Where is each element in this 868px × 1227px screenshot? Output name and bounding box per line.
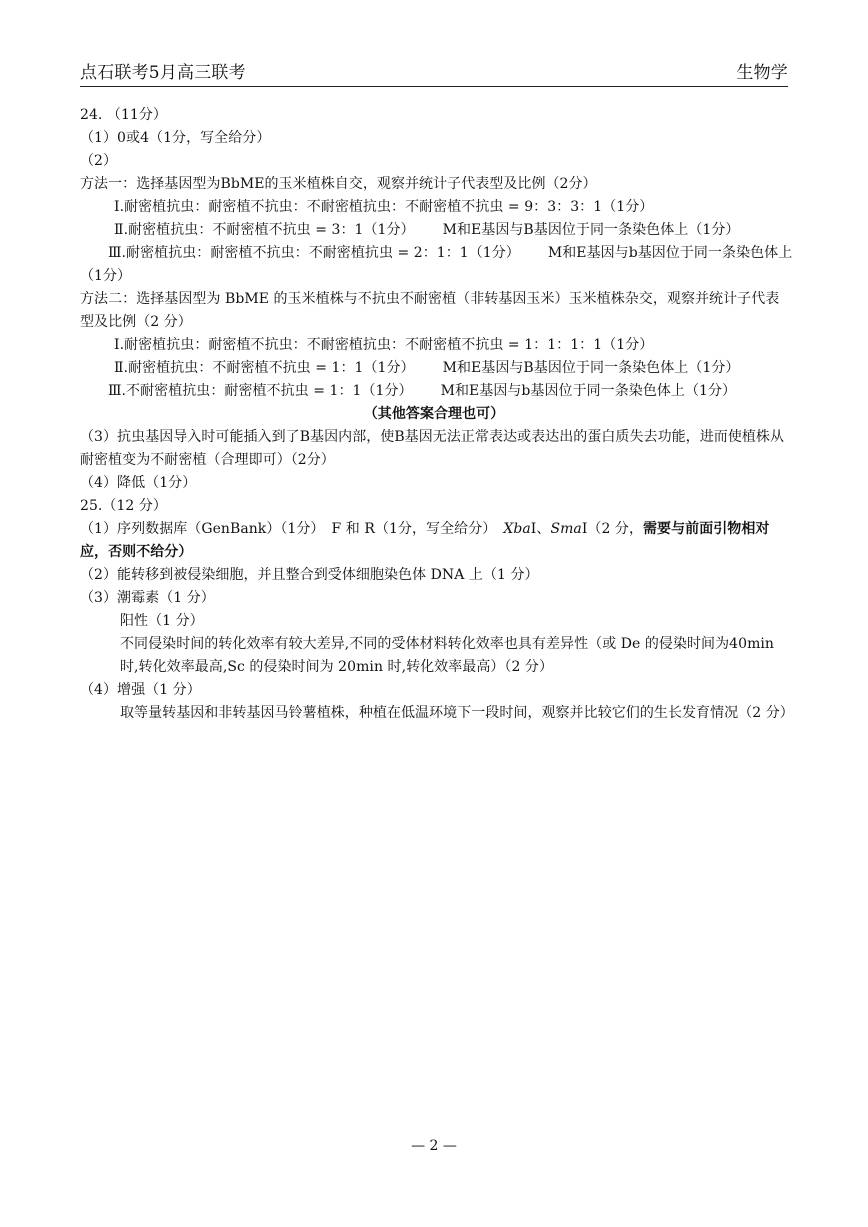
method-two-case-1: Ⅰ.耐密植抗虫：耐密植不抗虫：不耐密植抗虫：不耐密植不抗虫 = 1：1：1：1（1分） [114, 337, 654, 353]
page-number: — 2 — [411, 1138, 457, 1154]
method-two-case-3-conclusion: M和E基因与b基因位于同一条染色体上（1分） [440, 383, 737, 399]
positive-answer: 阳性（1 分） [120, 613, 204, 629]
q25-part1-answer [80, 518, 788, 564]
question-25-heading: 25.（12 分） [80, 498, 167, 514]
sma-roman: Ⅰ（2 分， [581, 521, 643, 537]
method-two: 方法二：选择基因型为 BbME 的玉米植株与不抗虫不耐密植（非转基因玉米）玉米植株杂交，观察并统计子代表型及比例（2 分） [80, 291, 780, 330]
other-answers-note: （其他答案合理也可） [363, 406, 505, 422]
sma-enzyme: Sma [550, 521, 582, 537]
q24-part4-answer: （4）降低（1分） [80, 475, 197, 491]
case-3-conclusion: M和E基因与b基因位于同一条染色体上 [547, 245, 793, 261]
bold-scoring-note: 需要与前面引物相对应，否则不给分） [80, 521, 770, 560]
method-two-case-2 [80, 357, 788, 380]
case-2-conclusion: M和E基因与B基因位于同一条染色体上（1分） [442, 222, 740, 238]
method-two-case-3-ratio: Ⅲ.不耐密植抗虫：耐密植不抗虫 = 1：1（1分） [108, 383, 413, 399]
case-2-ratio: Ⅱ.耐密植抗虫：不耐密植不抗虫 = 3：1（1分） [114, 222, 415, 238]
q25-part3-answer: （3）潮霉素（1 分） [80, 590, 215, 606]
method-one-case-2 [80, 219, 788, 242]
exam-title: 点石联考5月高三联考 [80, 63, 246, 83]
q24-part3-answer: （3）抗虫基因导入时可能插入到了B基因内部，使B基因无法正常表达或表达出的蛋白质失去功能，进而使植株从耐密植变为不耐密植（合理即可）（2分） [80, 429, 785, 468]
q24-part2-label: （2） [80, 153, 118, 169]
q25-part1-main: （1）序列数据库（GenBank）（1分） F 和 R（1分，写全给分） [80, 521, 504, 537]
transformation-explanation: 不同侵染时间的转化效率有较大差异,不同的受体材料转化效率也具有差异性（或 De 的侵染时间为40min 时,转化效率最高,Sc 的侵染时间为 20min 时,转化效率最高）（2 分） [120, 636, 774, 675]
method-one-case-3 [80, 242, 793, 265]
method-one: 方法一：选择基因型为BbME的玉米植株自交，观察并统计子代表型及比例（2分） [80, 176, 597, 192]
experiment-design: 取等量转基因和非转基因马铃薯植株，种植在低温环境下一段时间，观察并比较它们的生长发育情况（2 分） [120, 705, 794, 721]
q24-part1-answer: （1）0或4（1分，写全给分） [80, 130, 271, 146]
method-one-case-1: Ⅰ.耐密植抗虫：耐密植不抗虫：不耐密植抗虫：不耐密植不抗虫 = 9：3：3：1（1分） [114, 199, 654, 215]
xba-roman: Ⅰ、 [530, 521, 551, 537]
method-two-case-3 [80, 380, 788, 403]
case-3-ratio: Ⅲ.耐密植抗虫：耐密植不抗虫：不耐密植抗虫 = 2：1：1（1分） [108, 245, 520, 261]
xba-enzyme: Xba [503, 521, 531, 537]
q25-part2-answer: （2）能转移到被侵染细胞，并且整合到受体细胞染色体 DNA 上（1 分） [80, 567, 539, 583]
method-two-case-2-ratio: Ⅱ.耐密植抗虫：不耐密植不抗虫 = 1：1（1分） [114, 360, 415, 376]
answer-content [80, 104, 794, 725]
method-two-case-2-conclusion: M和E基因与B基因位于同一条染色体上（1分） [442, 360, 740, 376]
method-one-case-3-score: （1分） [80, 268, 132, 284]
q25-part4-answer: （4）增强（1 分） [80, 682, 201, 698]
question-24-heading: 24. （11分） [80, 107, 167, 123]
subject-title: 生物学 [736, 63, 788, 83]
page-header [80, 62, 788, 87]
